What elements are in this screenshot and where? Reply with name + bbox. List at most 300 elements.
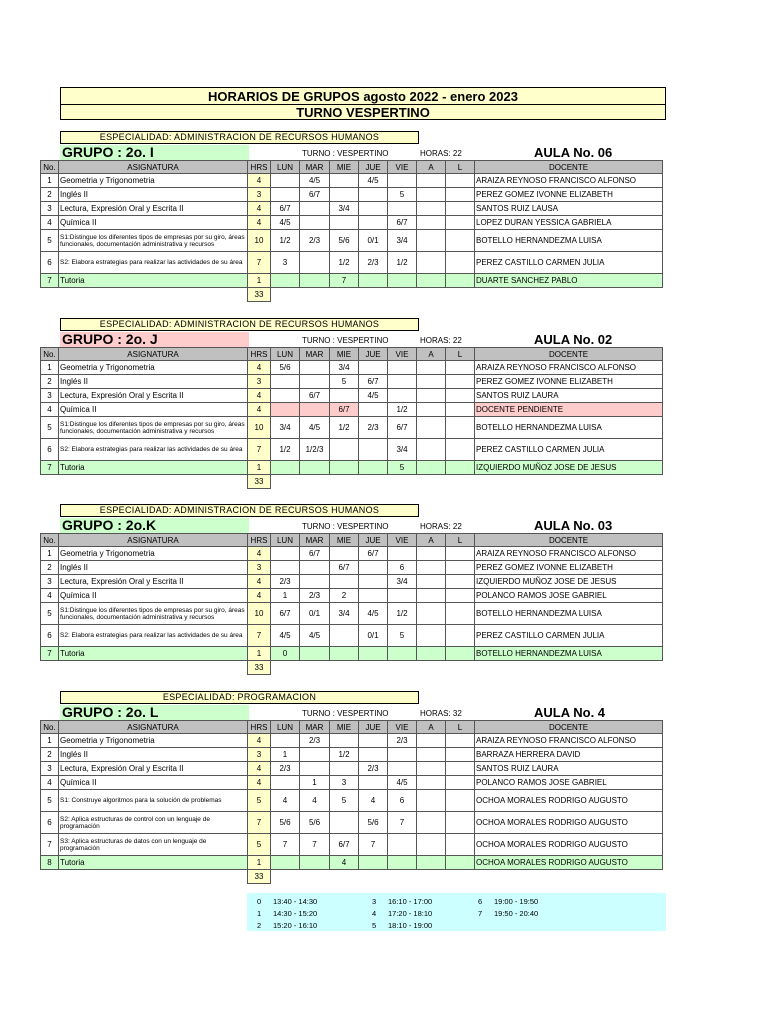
cell-lun: 7 <box>271 834 300 856</box>
cell-mar: 7 <box>300 834 330 856</box>
legend-period-number: 2 <box>257 921 262 930</box>
cell-no: 4 <box>41 403 59 417</box>
cell-no: 3 <box>41 575 59 589</box>
horas-label: HORAS: 22 <box>420 149 462 158</box>
cell-asig: Química II <box>59 403 248 417</box>
cell-vie: 3/4 <box>388 230 417 252</box>
cell-lun: 3/4 <box>271 417 300 439</box>
cell-l <box>446 589 475 603</box>
cell-lun: 0 <box>271 647 300 661</box>
cell-jue <box>359 561 388 575</box>
total-empty <box>446 288 475 302</box>
table-header-row <box>41 161 663 174</box>
total-empty <box>41 870 59 884</box>
cell-hrs: 4 <box>248 734 271 748</box>
especialidad-label: ESPECIALIDAD: ADMINISTRACION DE RECURSOS HUMANOS <box>60 131 419 144</box>
schedule-table <box>40 160 663 302</box>
table-row <box>41 734 663 748</box>
cell-lun <box>271 274 300 288</box>
legend-period-number: 1 <box>257 909 262 918</box>
total-hours: 33 <box>248 661 271 675</box>
cell-vie: 3/4 <box>388 439 417 461</box>
cell-jue: 5/6 <box>359 812 388 834</box>
cell-vie: 6 <box>388 561 417 575</box>
total-empty <box>41 288 59 302</box>
header-asignatura: ASIGNATURA <box>59 348 248 361</box>
cell-asig: Geometria y Trigonometria <box>59 361 248 375</box>
total-empty <box>417 661 446 675</box>
cell-mar: 4 <box>300 790 330 812</box>
total-empty <box>446 870 475 884</box>
cell-asig: Química II <box>59 776 248 790</box>
cell-hrs: 4 <box>248 361 271 375</box>
header-a: A <box>417 348 446 361</box>
legend-period-number: 7 <box>478 909 483 918</box>
table-row <box>41 252 663 274</box>
cell-vie: 5 <box>388 625 417 647</box>
cell-l <box>446 439 475 461</box>
cell-vie: 3/4 <box>388 575 417 589</box>
total-empty <box>41 475 59 489</box>
cell-lun: 4/5 <box>271 625 300 647</box>
cell-mie: 5 <box>330 790 359 812</box>
cell-mar <box>300 762 330 776</box>
cell-asig: Geometria y Trigonometria <box>59 547 248 561</box>
table-row <box>41 589 663 603</box>
cell-l <box>446 856 475 870</box>
especialidad-label: ESPECIALIDAD: ADMINISTRACION DE RECURSOS HUMANOS <box>60 504 419 517</box>
header-asignatura: ASIGNATURA <box>59 534 248 547</box>
header-jue: JUE <box>359 721 388 734</box>
main-title <box>60 87 666 120</box>
cell-lun: 4/5 <box>271 216 300 230</box>
cell-vie <box>388 174 417 188</box>
total-empty <box>417 870 446 884</box>
cell-doc: OCHOA MORALES RODRIGO AUGUSTO <box>475 856 663 870</box>
header-mie: MIE <box>330 348 359 361</box>
cell-l <box>446 575 475 589</box>
cell-mar <box>300 461 330 475</box>
cell-asig: Inglés II <box>59 561 248 575</box>
cell-doc: SANTOS RUIZ LAUSA <box>475 202 663 216</box>
cell-mar: 4/5 <box>300 625 330 647</box>
cell-mar: 4/5 <box>300 417 330 439</box>
cell-hrs: 7 <box>248 252 271 274</box>
table-row <box>41 762 663 776</box>
cell-asig: S1: Construye algoritmos para la solución de problemas <box>59 790 248 812</box>
header-jue: JUE <box>359 348 388 361</box>
table-row <box>41 361 663 375</box>
header-mie: MIE <box>330 534 359 547</box>
cell-hrs: 4 <box>248 776 271 790</box>
cell-asig: Tutoria <box>59 856 248 870</box>
cell-asig: S1:Distingue los diferentes tipos de empresas por su giro, áreas funcionales, documentación administrativa y recursos <box>59 417 248 439</box>
cell-no: 1 <box>41 734 59 748</box>
cell-a <box>417 202 446 216</box>
header-lun: LUN <box>271 161 300 174</box>
cell-no: 7 <box>41 834 59 856</box>
cell-l <box>446 762 475 776</box>
cell-a <box>417 417 446 439</box>
cell-jue <box>359 748 388 762</box>
total-row <box>41 661 663 675</box>
cell-l <box>446 274 475 288</box>
cell-mie: 3/4 <box>330 202 359 216</box>
cell-lun <box>271 174 300 188</box>
cell-jue <box>359 589 388 603</box>
cell-mie <box>330 174 359 188</box>
cell-lun <box>271 561 300 575</box>
total-empty <box>271 870 300 884</box>
cell-mar: 6/7 <box>300 389 330 403</box>
cell-mar: 1/2/3 <box>300 439 330 461</box>
cell-lun: 1/2 <box>271 439 300 461</box>
cell-l <box>446 188 475 202</box>
cell-asig: Lectura, Expresión Oral y Escrita II <box>59 762 248 776</box>
cell-no: 3 <box>41 389 59 403</box>
turno-label: TURNO : VESPERTINO <box>302 709 389 718</box>
table-header-row <box>41 721 663 734</box>
legend-period-time: 13:40 - 14:30 <box>273 897 318 906</box>
cell-hrs: 10 <box>248 417 271 439</box>
total-empty <box>330 475 359 489</box>
cell-jue <box>359 202 388 216</box>
total-empty <box>417 288 446 302</box>
cell-mie: 1/2 <box>330 252 359 274</box>
legend-period-number: 0 <box>257 897 262 906</box>
table-row <box>41 375 663 389</box>
cell-doc: ARAIZA REYNOSO FRANCISCO ALFONSO <box>475 361 663 375</box>
cell-mar <box>300 561 330 575</box>
cell-mie <box>330 647 359 661</box>
table-row <box>41 561 663 575</box>
grupo-label: GRUPO : 2o. L <box>60 705 249 720</box>
header-asignatura: ASIGNATURA <box>59 721 248 734</box>
cell-lun: 2/3 <box>271 575 300 589</box>
cell-hrs: 7 <box>248 439 271 461</box>
cell-no: 1 <box>41 361 59 375</box>
cell-l <box>446 461 475 475</box>
table-row <box>41 202 663 216</box>
cell-no: 5 <box>41 790 59 812</box>
cell-no: 7 <box>41 461 59 475</box>
cell-a <box>417 375 446 389</box>
table-row <box>41 776 663 790</box>
header-mar: MAR <box>300 534 330 547</box>
header-l: L <box>446 161 475 174</box>
header-asignatura: ASIGNATURA <box>59 161 248 174</box>
total-empty <box>388 288 417 302</box>
cell-vie <box>388 202 417 216</box>
cell-jue <box>359 647 388 661</box>
cell-mar <box>300 575 330 589</box>
especialidad-label: ESPECIALIDAD: PROGRAMACION <box>60 691 419 704</box>
cell-doc: PEREZ CASTILLO CARMEN JULIA <box>475 439 663 461</box>
cell-jue <box>359 776 388 790</box>
cell-mie <box>330 734 359 748</box>
total-empty <box>359 288 388 302</box>
turno-label: TURNO : VESPERTINO <box>302 149 389 158</box>
cell-jue <box>359 188 388 202</box>
cell-doc: BOTELLO HERNANDEZMA LUISA <box>475 230 663 252</box>
cell-doc: POLANCO RAMOS JOSE GABRIEL <box>475 589 663 603</box>
header-l: L <box>446 721 475 734</box>
total-empty <box>59 288 248 302</box>
cell-lun <box>271 734 300 748</box>
schedule-table <box>40 720 663 884</box>
cell-doc: PEREZ CASTILLO CARMEN JULIA <box>475 625 663 647</box>
cell-mie <box>330 216 359 230</box>
table-row <box>41 603 663 625</box>
cell-vie <box>388 361 417 375</box>
cell-doc: BOTELLO HERNANDEZMA LUISA <box>475 417 663 439</box>
cell-no: 2 <box>41 188 59 202</box>
table-row <box>41 461 663 475</box>
cell-a <box>417 252 446 274</box>
cell-a <box>417 561 446 575</box>
legend-period-time: 19:00 - 19:50 <box>494 897 539 906</box>
total-empty <box>300 288 330 302</box>
cell-hrs: 7 <box>248 625 271 647</box>
cell-a <box>417 812 446 834</box>
cell-jue <box>359 216 388 230</box>
cell-hrs: 1 <box>248 461 271 475</box>
turno-label: TURNO : VESPERTINO <box>302 336 389 345</box>
cell-no: 4 <box>41 776 59 790</box>
cell-asig: Tutoria <box>59 461 248 475</box>
legend-period-number: 4 <box>372 909 377 918</box>
cell-doc: POLANCO RAMOS JOSE GABRIEL <box>475 776 663 790</box>
cell-jue: 0/1 <box>359 625 388 647</box>
cell-hrs: 1 <box>248 647 271 661</box>
table-row <box>41 389 663 403</box>
cell-vie: 5 <box>388 461 417 475</box>
cell-lun: 2/3 <box>271 762 300 776</box>
cell-mie: 1/2 <box>330 748 359 762</box>
cell-hrs: 4 <box>248 547 271 561</box>
cell-a <box>417 762 446 776</box>
cell-mie: 3/4 <box>330 361 359 375</box>
cell-lun <box>271 856 300 870</box>
cell-l <box>446 417 475 439</box>
cell-mie: 6/7 <box>330 834 359 856</box>
cell-mar: 0/1 <box>300 603 330 625</box>
cell-l <box>446 403 475 417</box>
horas-label: HORAS: 22 <box>420 522 462 531</box>
cell-mie <box>330 812 359 834</box>
cell-asig: Lectura, Expresión Oral y Escrita II <box>59 575 248 589</box>
schedule-legend <box>247 893 666 931</box>
cell-no: 3 <box>41 762 59 776</box>
cell-mie <box>330 762 359 776</box>
cell-a <box>417 547 446 561</box>
cell-mar: 2/3 <box>300 230 330 252</box>
total-empty <box>271 475 300 489</box>
cell-jue <box>359 734 388 748</box>
header-no: No. <box>41 721 59 734</box>
cell-mie <box>330 439 359 461</box>
cell-mar <box>300 856 330 870</box>
cell-doc: BARRAZA HERRERA DAVID <box>475 748 663 762</box>
cell-mie: 2 <box>330 589 359 603</box>
cell-l <box>446 252 475 274</box>
aula-label: AULA No. 06 <box>534 145 613 160</box>
cell-a <box>417 748 446 762</box>
cell-a <box>417 216 446 230</box>
cell-mar: 4/5 <box>300 174 330 188</box>
cell-jue: 7 <box>359 834 388 856</box>
cell-doc: PEREZ GOMEZ IVONNE ELIZABETH <box>475 375 663 389</box>
cell-a <box>417 439 446 461</box>
header-l: L <box>446 534 475 547</box>
cell-mar <box>300 361 330 375</box>
cell-lun: 1/2 <box>271 230 300 252</box>
cell-l <box>446 547 475 561</box>
cell-mar: 6/7 <box>300 547 330 561</box>
cell-jue <box>359 575 388 589</box>
cell-l <box>446 812 475 834</box>
total-empty <box>330 661 359 675</box>
total-row <box>41 870 663 884</box>
legend-period-time: 18:10 - 19:00 <box>388 921 433 930</box>
cell-vie <box>388 647 417 661</box>
cell-l <box>446 603 475 625</box>
cell-no: 5 <box>41 230 59 252</box>
horas-label: HORAS: 32 <box>420 709 462 718</box>
table-row <box>41 174 663 188</box>
cell-no: 2 <box>41 748 59 762</box>
cell-no: 7 <box>41 647 59 661</box>
cell-vie <box>388 748 417 762</box>
table-row <box>41 790 663 812</box>
cell-mar <box>300 216 330 230</box>
legend-period-time: 14:30 - 15:20 <box>273 909 318 918</box>
cell-hrs: 3 <box>248 188 271 202</box>
grupo-label: GRUPO : 2o.K <box>60 518 249 533</box>
cell-a <box>417 230 446 252</box>
cell-mie: 5/6 <box>330 230 359 252</box>
cell-mar: 5/6 <box>300 812 330 834</box>
cell-no: 3 <box>41 202 59 216</box>
cell-l <box>446 361 475 375</box>
legend-period-time: 16:10 - 17:00 <box>388 897 433 906</box>
horas-label: HORAS: 22 <box>420 336 462 345</box>
cell-jue <box>359 274 388 288</box>
total-empty <box>59 475 248 489</box>
cell-lun <box>271 403 300 417</box>
total-empty <box>300 870 330 884</box>
cell-a <box>417 647 446 661</box>
cell-jue <box>359 856 388 870</box>
cell-asig: Inglés II <box>59 375 248 389</box>
table-row <box>41 748 663 762</box>
cell-hrs: 5 <box>248 834 271 856</box>
cell-jue: 6/7 <box>359 547 388 561</box>
cell-doc: DUARTE SANCHEZ PABLO <box>475 274 663 288</box>
aula-label: AULA No. 02 <box>534 332 613 347</box>
cell-vie: 5 <box>388 188 417 202</box>
header-lun: LUN <box>271 348 300 361</box>
total-empty <box>475 870 663 884</box>
cell-asig: Geometria y Trigonometria <box>59 734 248 748</box>
schedule-table <box>40 533 663 675</box>
total-empty <box>446 475 475 489</box>
cell-doc: ARAIZA REYNOSO FRANCISCO ALFONSO <box>475 547 663 561</box>
cell-hrs: 7 <box>248 812 271 834</box>
cell-mie <box>330 188 359 202</box>
cell-doc: IZQUIERDO MUÑOZ JOSE DE JESUS <box>475 461 663 475</box>
grupo-label: GRUPO : 2o. J <box>60 332 249 347</box>
aula-label: AULA No. 03 <box>534 518 613 533</box>
cell-doc: OCHOA MORALES RODRIGO AUGUSTO <box>475 790 663 812</box>
cell-asig: Inglés II <box>59 188 248 202</box>
header-mar: MAR <box>300 721 330 734</box>
legend-period-time: 15:20 - 16:10 <box>273 921 318 930</box>
cell-vie <box>388 274 417 288</box>
cell-mie <box>330 575 359 589</box>
cell-asig: S1:Distingue los diferentes tipos de empresas por su giro, áreas funcionales, documentación administrativa y recursos <box>59 603 248 625</box>
total-empty <box>388 870 417 884</box>
cell-vie: 6/7 <box>388 417 417 439</box>
cell-doc: PEREZ GOMEZ IVONNE ELIZABETH <box>475 561 663 575</box>
cell-doc: BOTELLO HERNANDEZMA LUISA <box>475 647 663 661</box>
cell-hrs: 10 <box>248 603 271 625</box>
cell-no: 6 <box>41 625 59 647</box>
cell-mie: 1/2 <box>330 417 359 439</box>
cell-l <box>446 734 475 748</box>
legend-period-number: 3 <box>372 897 377 906</box>
cell-a <box>417 776 446 790</box>
total-empty <box>388 661 417 675</box>
cell-a <box>417 389 446 403</box>
cell-lun <box>271 547 300 561</box>
cell-l <box>446 375 475 389</box>
cell-l <box>446 776 475 790</box>
cell-a <box>417 174 446 188</box>
total-empty <box>41 661 59 675</box>
table-row <box>41 274 663 288</box>
cell-a <box>417 274 446 288</box>
cell-asig: Química II <box>59 589 248 603</box>
table-row <box>41 439 663 461</box>
total-empty <box>475 288 663 302</box>
cell-mie: 6/7 <box>330 561 359 575</box>
header-jue: JUE <box>359 534 388 547</box>
cell-jue: 0/1 <box>359 230 388 252</box>
total-empty <box>475 661 663 675</box>
cell-no: 1 <box>41 547 59 561</box>
header-no: No. <box>41 348 59 361</box>
cell-asig: Lectura, Expresión Oral y Escrita II <box>59 202 248 216</box>
header-mar: MAR <box>300 348 330 361</box>
cell-mie <box>330 547 359 561</box>
header-hrs: HRS <box>248 534 271 547</box>
cell-mie <box>330 625 359 647</box>
total-hours: 33 <box>248 870 271 884</box>
cell-no: 1 <box>41 174 59 188</box>
cell-lun <box>271 375 300 389</box>
cell-mie <box>330 389 359 403</box>
header-vie: VIE <box>388 348 417 361</box>
cell-hrs: 1 <box>248 856 271 870</box>
cell-no: 4 <box>41 216 59 230</box>
aula-label: AULA No. 4 <box>534 705 606 720</box>
header-a: A <box>417 534 446 547</box>
cell-hrs: 4 <box>248 589 271 603</box>
cell-doc: PEREZ CASTILLO CARMEN JULIA <box>475 252 663 274</box>
cell-l <box>446 230 475 252</box>
cell-doc: OCHOA MORALES RODRIGO AUGUSTO <box>475 812 663 834</box>
